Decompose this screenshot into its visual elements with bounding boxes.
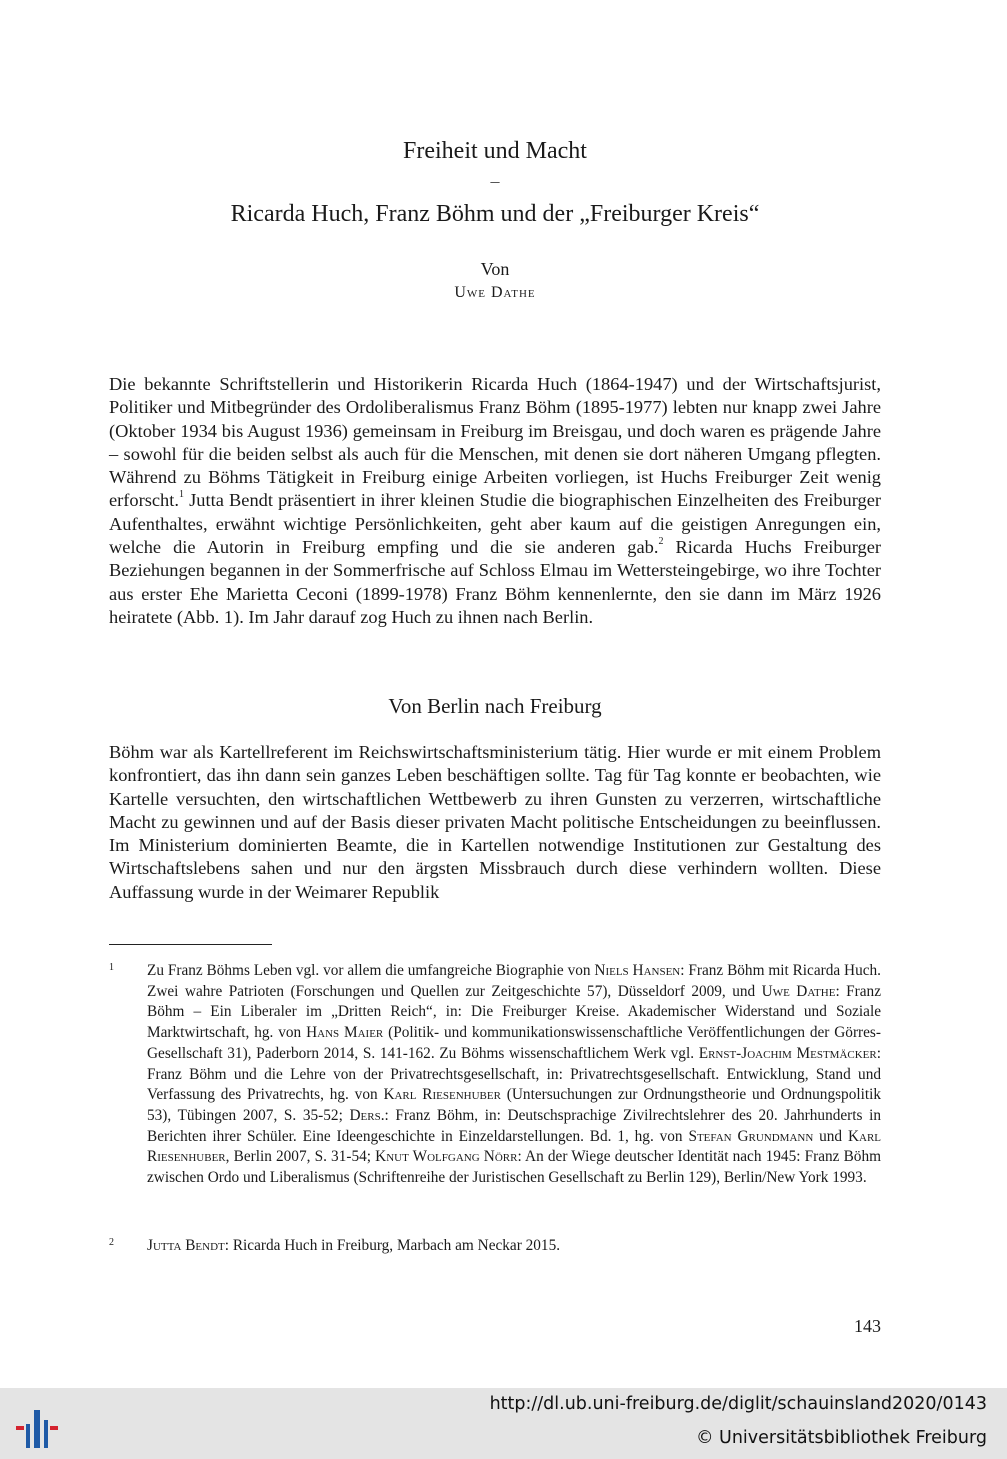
article-subtitle: Ricarda Huch, Franz Böhm und der „Freiburger Kreis“ xyxy=(230,201,760,227)
permalink-url[interactable]: http://dl.ub.uni-freiburg.de/diglit/schauinsland2020/0143 xyxy=(489,1394,987,1414)
footnote-2 xyxy=(109,1236,881,1257)
author-name: Uwe Dathe xyxy=(454,284,536,301)
library-footer xyxy=(0,1388,1007,1459)
author-ref: Ernst-Joachim Mestmäcker xyxy=(698,1044,877,1062)
footnote-number: 1 xyxy=(109,962,114,973)
author-ref: Ders. xyxy=(349,1106,385,1124)
footnote-text xyxy=(147,961,881,1189)
author-ref: Knut Wolfgang Nörr xyxy=(375,1148,518,1166)
intro-text-3: Ricarda Huchs Freiburger Beziehungen begannen in der Sommerfrische auf Schloss Elmau im Wettersteingebirge, wo ihre Tochter aus erster Ehe Marietta Ceconi (1899-1978) Franz Böhm kennenlernte, den sie dann im März 1926 heiratete (Abb. 1). Im Jahr darauf zog Huch zu ihnen nach Berlin. xyxy=(109,537,882,627)
author-ref: Niels Hansen xyxy=(594,962,681,979)
footnote-ref-1[interactable]: 1 xyxy=(178,489,184,501)
footnote-1 xyxy=(109,961,881,1189)
footnote-number: 2 xyxy=(109,1237,114,1248)
footnote-ref-2[interactable]: 2 xyxy=(658,535,664,547)
ub-freiburg-logo-icon[interactable] xyxy=(10,1398,66,1450)
footnote-text-part: (Politik- und kommunikationswissenschaftliche Veröffentlichungen der Görres-Gesellschaft 31), Paderborn 2014, S. 141-162. Zu Böhms wissenschaftlichem Werk vgl. xyxy=(147,1024,881,1062)
section-paragraph: Böhm war als Kartellreferent im Reichswirtschaftsministerium tätig. Hier wurde er mit einem Problem konfrontiert, das ihn dann sein ganzes Leben beschäftigen sollte. Tag für Tag konnte er beobachten, wie Kartelle versuchten, den wirtschaftlichen Wettbewerb zu ihren Gunsten zu verzerren, wirtschaftliche Macht zu gewinnen und auf der Basis dieser privaten Macht politische Entscheidungen zu beeinflussen. Im Ministerium dominierten Beamte, die in Kartellen notwendige Institutionen zur Gestaltung des Wirtschaftslebens sahen und nur den ärgsten Missbrauch durch diese verhindern wollten. Diese Auffassung wurde in der Weimarer Republik xyxy=(109,742,881,902)
author-ref: Jutta Bendt xyxy=(147,1237,225,1254)
footnote-text-part: und xyxy=(813,1127,848,1145)
author-ref: Hans Maier xyxy=(306,1024,384,1042)
author-ref: Karl Riesenhuber xyxy=(383,1086,501,1104)
intro-text-1: Die bekannte Schriftstellerin und Historikerin Ricarda Huch (1864-1947) und der Wirtschaftsjurist, Politiker und Mitbegründer des Ordoliberalismus Franz Böhm (1895-1977) lebten nur knapp zwei Jahre (Oktober 1934 bis August 1936) gemeinsam in Freiburg im Breisgau, und doch waren es prägende Jahre – sowohl für die beiden selbst als auch für die Menschen, mit denen sie dort näheren Umgang pflegten. Während zu Böhms Tätigkeit in Freiburg einige Arbeiten vorliegen, ist Huchs Freiburger Zeit wenig erforscht. xyxy=(109,374,881,511)
footnote-text-part: : Ricarda Huch in Freiburg, Marbach am Neckar 2015. xyxy=(224,1237,561,1254)
author-ref: Karl Riesenhuber xyxy=(147,1127,882,1166)
byline-von: Von xyxy=(480,259,510,279)
article-title: Freiheit und Macht xyxy=(403,138,587,164)
title-separator: – xyxy=(490,171,500,191)
footnote-text-part: Zu Franz Böhms Leben vgl. vor allem die umfangreiche Biographie von xyxy=(147,962,595,979)
footnote-text-part: : Franz Böhm mit Ricarda Huch. Zwei wahre Patrioten (Forschungen und Quellen zur Zeitgeschichte 57), Düsseldorf 2009, und xyxy=(147,962,881,1000)
footnote-text-part: : Franz Böhm und die Lehre von der Privatrechtsgesellschaft, in: Privatrechtsgesellschaft. Entwicklung, Stand und Verfassung des Privatrechts, hg. von xyxy=(147,1044,881,1104)
intro-paragraph xyxy=(109,373,881,629)
footnote-text xyxy=(147,1236,881,1257)
copyright-notice: © Universitätsbibliothek Freiburg xyxy=(695,1428,987,1448)
author-ref: Stefan Grundmann xyxy=(688,1127,814,1145)
footnote-text-part: : Franz Böhm – Ein Liberaler im „Dritten Reich“, in: Die Freiburger Kreise. Akademischer Widerstand und Soziale Marktwirtschaft, hg. von xyxy=(147,982,881,1042)
footnote-text-part: : An der Wiege deutscher Identität nach 1945: Franz Böhm zwischen Ordo und Liberalismus (Schriftenreihe der Juristischen Gesellschaft zu Berlin 129), Berlin/New York 1993. xyxy=(147,1148,881,1187)
footnote-text-part: (Untersuchungen zur Ordnungstheorie und Ordnungspolitik 53), Tübingen 2007, S. 35-52; xyxy=(147,1086,881,1124)
section-heading: Von Berlin nach Freiburg xyxy=(388,694,602,718)
footnote-text-part: : Franz Böhm, in: Deutschsprachige Zivilrechtslehrer des 20. Jahrhunderts in Berichten ihrer Schüler. Eine Ideengeschichte in Einzeldarstellungen. Bd. 1, hg. von xyxy=(147,1106,881,1145)
page-number: 143 xyxy=(854,1316,881,1336)
footnote-text-part: , Berlin 2007, S. 31-54; xyxy=(225,1148,376,1166)
author-ref: Uwe Dathe xyxy=(761,982,836,1000)
intro-text-2: Jutta Bendt präsentiert in ihrer kleinen Studie die biographischen Einzelheiten des Freiburger Aufenthaltes, erwähnt wichtige Persönlichkeiten, geht aber kaum auf die geistigen Anregungen ein, welche die Autorin in Freiburg empfing und die sie anderen gab. xyxy=(109,490,881,558)
footnote-divider xyxy=(109,944,272,945)
